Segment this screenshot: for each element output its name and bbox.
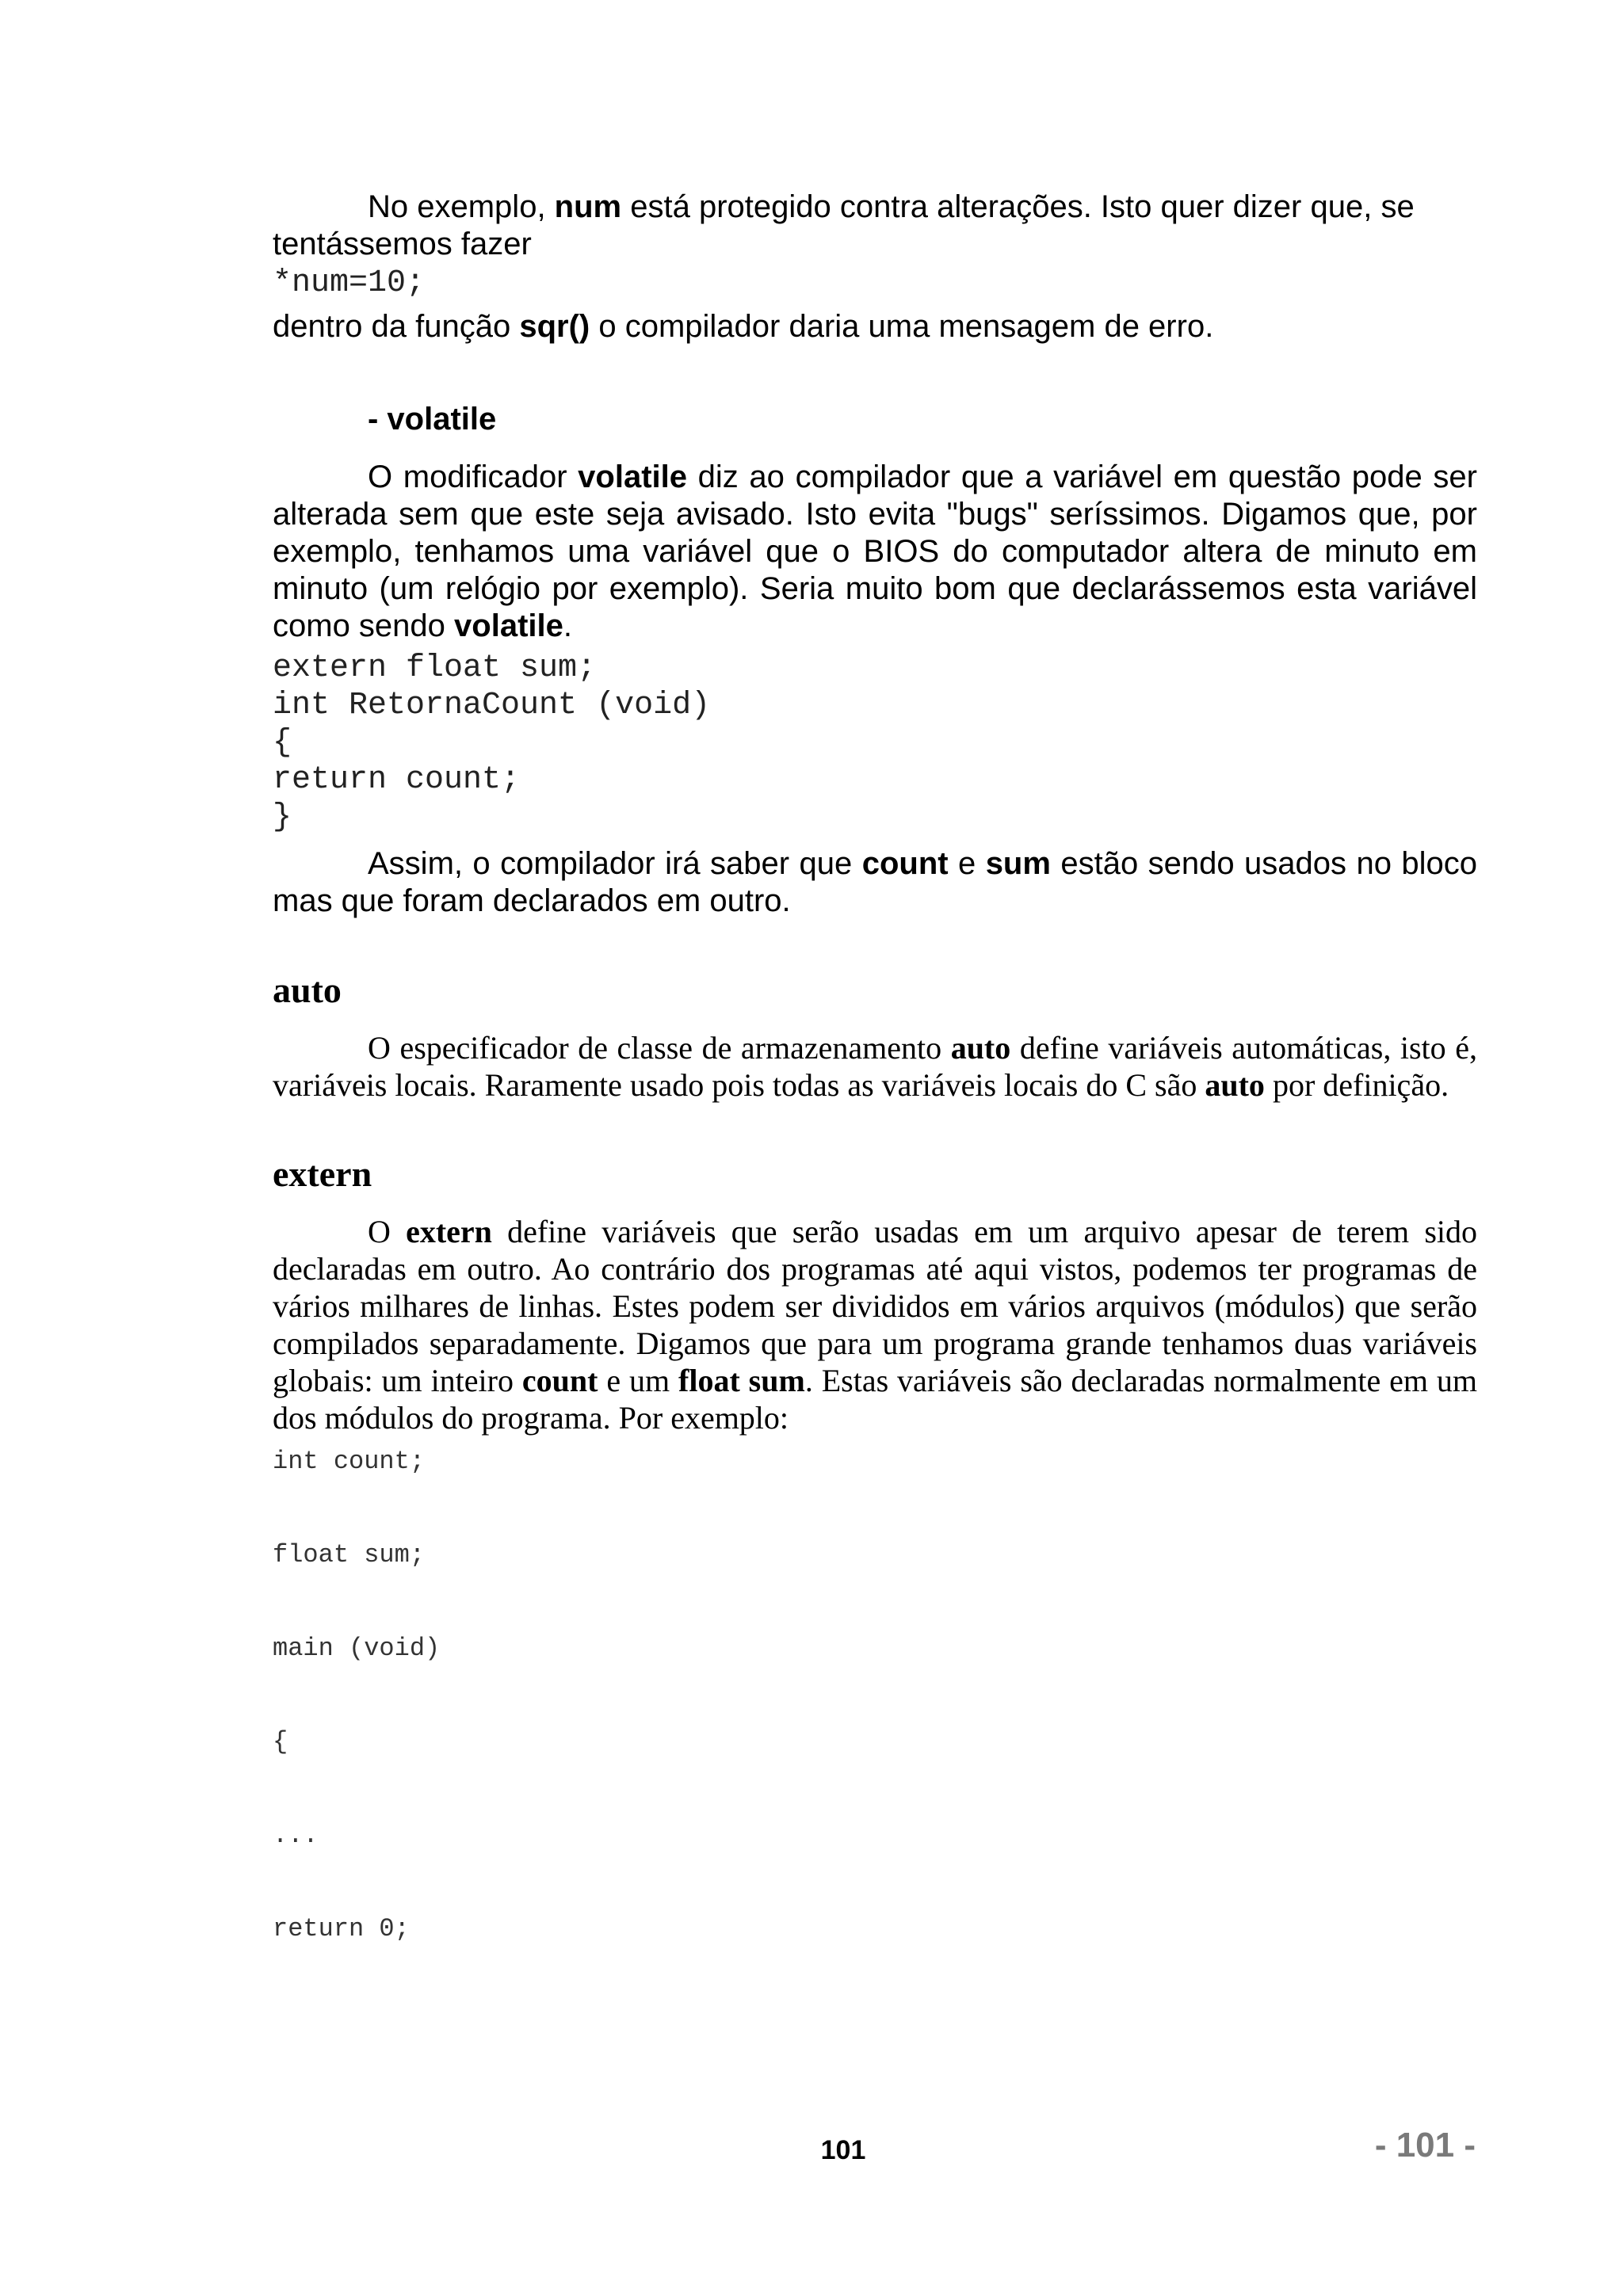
paragraph-num-protected xyxy=(273,189,1477,263)
bold-term: volatile xyxy=(454,608,563,643)
code-line: { xyxy=(273,725,292,761)
text: O xyxy=(368,1214,407,1249)
text: dentro da função xyxy=(273,309,520,344)
code-line: ... xyxy=(273,1821,319,1850)
bold-term: count xyxy=(861,846,949,881)
code-line: float sum; xyxy=(273,1540,426,1569)
code-block-extern xyxy=(273,1446,1477,2007)
text: O modificador xyxy=(368,460,579,494)
text: Assim, o compilador irá saber que xyxy=(368,846,862,881)
text: por definição. xyxy=(1264,1067,1449,1103)
footer-page-marker: - 101 - xyxy=(1374,2126,1476,2164)
code-line: { xyxy=(273,1727,288,1756)
text: O especificador de classe de armazenamento xyxy=(368,1030,951,1066)
subheading-volatile: - volatile xyxy=(368,402,497,437)
text: define variáveis que serão usadas em um arquivo apesar de terem sido declaradas em outro. Ao contrário dos programas até aqui vistos, podemos ter programas de vários milhares de linhas. Estes podem ser divididos em vários arquivos (módulos) que serão compilados separadamente. Digamos que para um programa grande tenhamos duas variáveis globais: um inteiro xyxy=(273,1214,1477,1398)
code-line: return count; xyxy=(273,762,521,798)
footer-page-number: 101 xyxy=(820,2135,866,2165)
text: estão sendo usados no bloco mas que foram declarados em outro. xyxy=(273,846,1477,918)
code-line: extern float sum; xyxy=(273,650,597,686)
code-block-volatile xyxy=(273,650,1477,836)
section-heading-extern: extern xyxy=(273,1154,372,1194)
bold-term: extern xyxy=(406,1214,492,1249)
bold-term: auto xyxy=(1205,1067,1265,1103)
code-line: return 0; xyxy=(273,1914,410,1943)
bold-term: count xyxy=(521,1363,598,1398)
text: . Estas variáveis são declaradas normalmente em um dos módulos do programa. Por exemplo: xyxy=(273,1363,1478,1436)
bold-term: sum xyxy=(985,846,1051,881)
code-line: main (void) xyxy=(273,1634,441,1663)
text: . xyxy=(563,608,572,643)
code-line: int RetornaCount (void) xyxy=(273,688,711,723)
bold-term: auto xyxy=(950,1030,1011,1066)
text: está protegido contra alterações. Isto quer dizer que, se tentássemos fazer xyxy=(273,189,1415,261)
page-content xyxy=(273,189,1477,2007)
code-line: int count; xyxy=(273,1447,426,1476)
text: e um xyxy=(598,1363,679,1398)
paragraph-auto xyxy=(273,1029,1477,1104)
paragraph-extern xyxy=(273,1213,1477,1436)
code-line: *num=10; xyxy=(273,265,426,301)
text: define variáveis automáticas, isto é, variáveis locais. Raramente usado pois todas as variáveis locais do C são xyxy=(273,1030,1477,1103)
text: No exemplo, xyxy=(368,189,555,224)
bold-term: sqr() xyxy=(519,309,590,344)
bold-term: float sum xyxy=(678,1363,805,1398)
text: e xyxy=(948,846,986,881)
paragraph-assim xyxy=(273,845,1477,920)
bold-term: num xyxy=(554,189,622,224)
bold-term: volatile xyxy=(578,460,688,494)
paragraph-volatile xyxy=(273,459,1477,645)
code-line: } xyxy=(273,799,292,835)
section-heading-auto: auto xyxy=(273,970,342,1010)
paragraph-sqr-error xyxy=(273,308,1477,345)
text: diz ao compilador que a variável em questão pode ser alterada sem que este seja avisado. Isto evita "bugs" seríssimos. Digamos que, por exemplo, tenhamos uma variável que o BIOS do computador altera de minuto em minuto (um relógio por exemplo). Seria muito bom que declarássemos esta variável como sendo xyxy=(273,460,1477,643)
text: o compilador daria uma mensagem de erro. xyxy=(590,309,1214,344)
